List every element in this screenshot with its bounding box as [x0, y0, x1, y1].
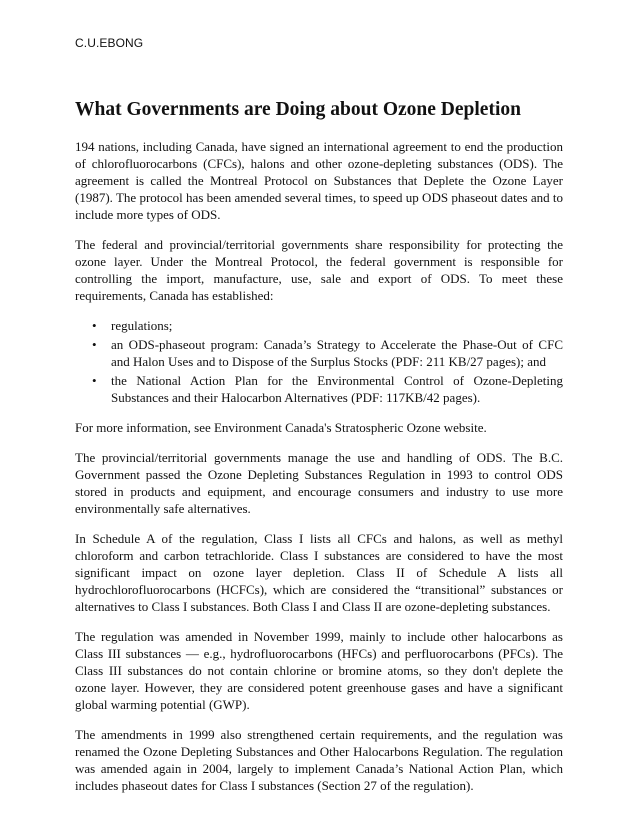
- page-header-author: C.U.EBONG: [75, 36, 144, 50]
- list-item: [75, 317, 563, 334]
- list-item: [75, 372, 563, 406]
- paragraph-provincial-regulation: The provincial/territorial governments manage the use and handling of ODS. The B.C. Government passed the Ozone Depleting Substances Regulation in 1993 to control ODS stored in products and equipment, and encourage consumers and industry to use more environmentally safe alternatives.: [75, 450, 563, 516]
- document-title: What Governments are Doing about Ozone Depletion: [75, 99, 521, 120]
- list-item-text: the National Action Plan for the Environmental Control of Ozone-Depleting Substances and their Halocarbon Alternatives (PDF: 117KB/42 pages).: [111, 373, 563, 405]
- document-body: [75, 98, 563, 807]
- bullet-marker: •: [92, 318, 97, 333]
- paragraph-amendment-renaming: The amendments in 1999 also strengthened certain requirements, and the regulation was renamed the Ozone Depleting Substances and Other Halocarbons Regulation. The regulation was amended again in 2004, largely to implement Canada’s National Action Plan, which includes phaseout dates for Class I substances (Section 27 of the regulation).: [75, 727, 563, 793]
- paragraph-schedule-a: In Schedule A of the regulation, Class I lists all CFCs and halons, as well as methyl chloroform and carbon tetrachloride. Class I substances are considered to have the most significant impact on ozone layer depletion. Class II of Schedule A lists all hydrochlorofluorocarbons (HCFCs), which are considered the “transitional” substances or alternatives to Class I substances. Both Class I and Class II are ozone-depleting substances.: [75, 531, 563, 614]
- bullet-marker: •: [92, 337, 97, 352]
- paragraph-1999-amendment: The regulation was amended in November 1999, mainly to include other halocarbons as Class III substances — e.g., hydrofluorocarbons (HFCs) and perfluorocarbons (PFCs). The Class III substances do not contain chlorine or bromine atoms, so they don't deplete the ozone layer. However, they are considered potent greenhouse gases and have a significant global warming potential (GWP).: [75, 629, 563, 712]
- list-item: [75, 336, 563, 370]
- bullet-marker: •: [92, 373, 97, 388]
- measures-list: [75, 317, 563, 406]
- paragraph-montreal-protocol: 194 nations, including Canada, have signed an international agreement to end the production of chlorofluorocarbons (CFCs), halons and other ozone-depleting substances (ODS). The agreement is called the Montreal Protocol on Substances that Deplete the Ozone Layer (1987). The protocol has been amended several times, to speed up ODS phaseout dates and to include more types of ODS.: [75, 139, 563, 222]
- paragraph-more-information: For more information, see Environment Canada's Stratospheric Ozone website.: [75, 420, 487, 435]
- list-item-text: regulations;: [111, 318, 173, 333]
- paragraph-federal-responsibility: The federal and provincial/territorial governments share responsibility for protecting the ozone layer. Under the Montreal Protocol, the federal government is responsible for controlling the import, manufacture, use, sale and export of ODS. To meet these requirements, Canada has established:: [75, 237, 563, 303]
- list-item-text: an ODS-phaseout program: Canada’s Strategy to Accelerate the Phase-Out of CFC and Halon Uses and to Dispose of the Surplus Stocks (PDF: 211 KB/27 pages); and: [111, 337, 563, 369]
